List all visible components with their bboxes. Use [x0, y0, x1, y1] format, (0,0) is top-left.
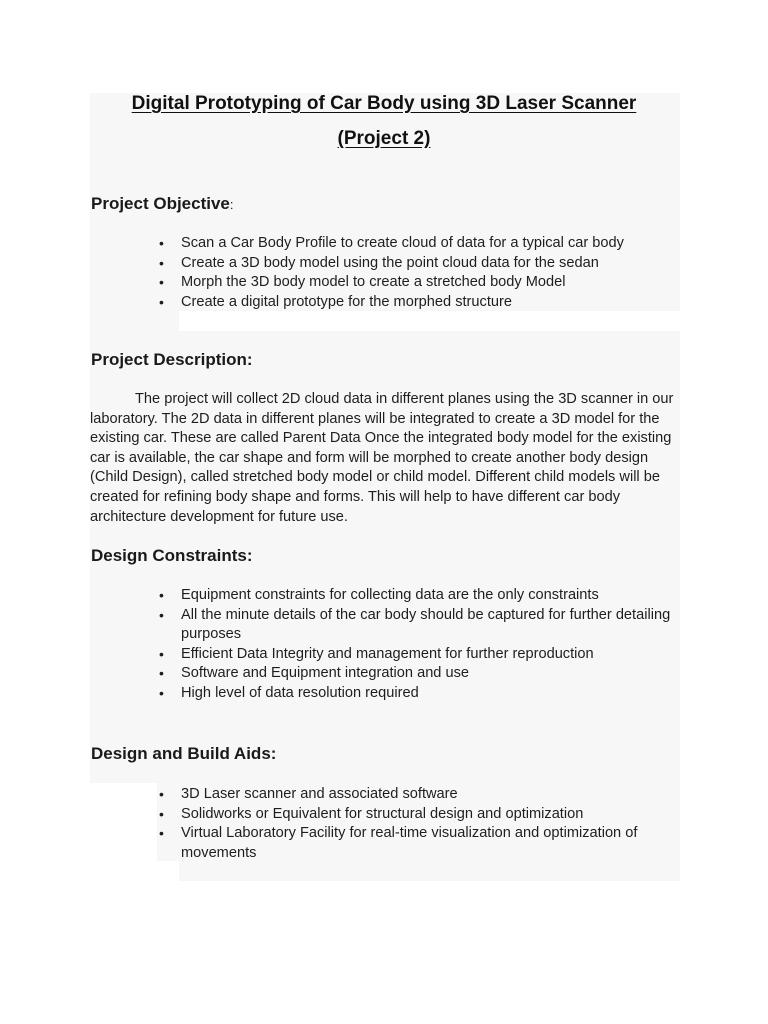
- bullet-icon: •: [159, 665, 164, 682]
- objective-tail-background: [90, 311, 179, 331]
- aids-heading-background: [90, 703, 680, 783]
- constraints-heading: Design Constraints:: [91, 546, 253, 565]
- document-subtitle: (Project 2): [337, 128, 431, 149]
- description-paragraph: The project will collect 2D cloud data in different planes using the 3D scanner in our laboratory. The 2D data in different planes will be integrated to create a 3D model for the existing car. These are called Parent Data Once the integrated body model for the existing car is available, the car shape and form will be morphed to create another body design (Child Design), called stretched body model or child model. Different child models will be created for refining body shape and forms. This will help to have different car body architecture development for future use.: [90, 391, 674, 525]
- list-item-text: Efficient Data Integrity and management for further reproduction: [181, 645, 594, 662]
- list-item-text: Scan a Car Body Profile to create cloud of data for a typical car body: [181, 235, 624, 251]
- aids-list: [159, 785, 671, 863]
- list-item-text: Software and Equipment integration and use: [181, 665, 470, 682]
- objective-heading-colon: :: [229, 197, 234, 212]
- bullet-icon: •: [159, 805, 164, 822]
- list-item: [159, 664, 671, 684]
- objective-heading-text: Project Objective: [91, 194, 230, 213]
- list-item: [159, 234, 671, 254]
- bullet-icon: •: [159, 274, 164, 291]
- list-item-text: Virtual Laboratory Facility for real-time visualization and optimization of movements: [181, 825, 638, 861]
- objective-heading: [91, 194, 234, 214]
- list-item: [159, 586, 671, 606]
- aids-heading: Design and Build Aids:: [91, 744, 277, 763]
- bullet-icon: •: [159, 587, 164, 603]
- list-item: [159, 785, 671, 805]
- objective-list: [159, 234, 671, 312]
- constraints-list: [159, 586, 671, 704]
- list-item-text: Equipment constraints for collecting data are the only constraints: [181, 587, 599, 603]
- list-item-text: Create a digital prototype for the morphed structure: [181, 293, 512, 310]
- list-item-text: Morph the 3D body model to create a stretched body Model: [181, 274, 566, 291]
- list-item: [159, 273, 671, 293]
- list-item: [159, 805, 671, 825]
- list-item: [159, 293, 671, 313]
- bullet-icon: •: [159, 684, 164, 701]
- list-item-text: High level of data resolution required: [181, 684, 419, 701]
- description-heading: Project Description:: [91, 350, 253, 369]
- list-item: [159, 684, 671, 704]
- bullet-icon: •: [159, 825, 164, 842]
- bullet-icon: •: [159, 645, 164, 662]
- bullet-icon: •: [159, 786, 164, 802]
- bullet-icon: •: [159, 293, 164, 310]
- bullet-icon: •: [159, 606, 164, 623]
- list-item: [159, 824, 671, 863]
- bullet-icon: •: [159, 235, 164, 251]
- list-item: [159, 254, 671, 274]
- aids-tail-background: [179, 861, 680, 881]
- list-item-text: Solidworks or Equivalent for structural design and optimization: [181, 805, 584, 822]
- document-title: Digital Prototyping of Car Body using 3D Laser Scanner: [131, 93, 637, 114]
- list-item: [159, 606, 671, 645]
- list-item-text: Create a 3D body model using the point cloud data for the sedan: [181, 254, 599, 271]
- list-item-text: All the minute details of the car body should be captured for further detailing purposes: [181, 606, 671, 643]
- list-item-text: 3D Laser scanner and associated software: [181, 786, 458, 802]
- bullet-icon: •: [159, 254, 164, 271]
- list-item: [159, 645, 671, 665]
